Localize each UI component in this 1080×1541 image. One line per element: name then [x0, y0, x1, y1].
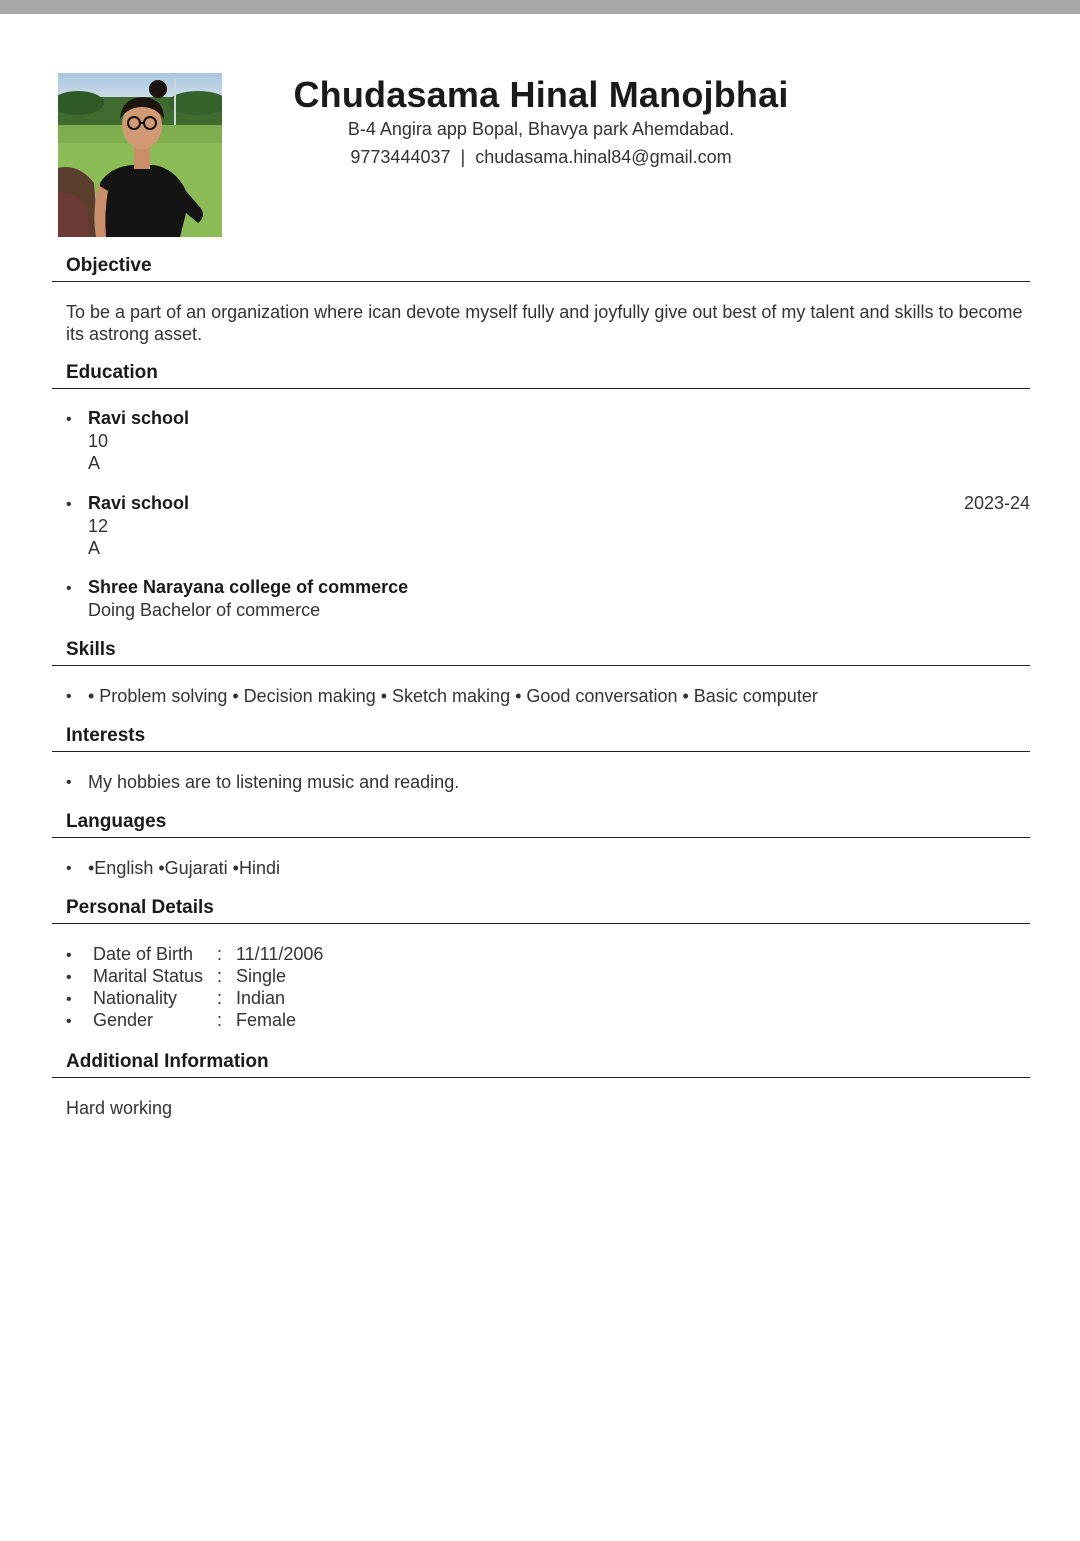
section-divider	[52, 923, 1030, 924]
section-title-education: Education	[66, 362, 158, 383]
personal-colon: :	[217, 988, 223, 1008]
bullet: •	[66, 774, 72, 791]
personal-colon: :	[217, 1010, 223, 1030]
education-detail: A	[88, 538, 101, 558]
contact-line	[230, 147, 852, 168]
personal-value-nationality: Indian	[236, 988, 286, 1008]
bullet: •	[66, 991, 72, 1008]
candidate-name: Chudasama Hinal Manojbhai	[293, 74, 789, 115]
languages-text: •English •Gujarati •Hindi	[88, 858, 280, 878]
education-school: Ravi school	[88, 408, 190, 428]
education-school: Ravi school	[88, 493, 190, 513]
education-school: Shree Narayana college of commerce	[88, 577, 409, 597]
personal-colon: :	[217, 966, 223, 986]
personal-colon: :	[217, 944, 223, 964]
section-title-additional-information: Additional Information	[66, 1051, 269, 1072]
contact-separator: |	[460, 147, 466, 167]
skills-text: • Problem solving • Decision making • Sketch making • Good conversation • Basic computer	[88, 686, 818, 706]
section-title-personal-details: Personal Details	[66, 897, 214, 918]
personal-value-dob: 11/11/2006	[236, 944, 324, 964]
section-title-languages: Languages	[66, 811, 167, 832]
additional-text: Hard working	[66, 1098, 173, 1118]
section-divider	[52, 837, 1030, 838]
education-date: 2023-24	[963, 493, 1030, 513]
objective-text: To be a part of an organization where ican devote myself fully and joyfully give out best of my talent and skills to become its astrong asset.	[66, 302, 1023, 344]
personal-value-marital-status: Single	[236, 966, 287, 986]
email-address: chudasama.hinal84@gmail.com	[475, 147, 732, 167]
personal-label-nationality: Nationality	[93, 988, 178, 1008]
education-detail: 10	[88, 431, 109, 451]
education-detail: Doing Bachelor of commerce	[88, 600, 321, 620]
profile-photo	[58, 73, 222, 237]
section-divider	[52, 281, 1030, 282]
personal-value-gender: Female	[236, 1010, 297, 1030]
personal-label-marital-status: Marital Status	[93, 966, 204, 986]
bullet: •	[66, 1013, 72, 1030]
bullet: •	[66, 580, 72, 597]
bullet: •	[66, 860, 72, 877]
phone-number: 9773444037	[350, 147, 451, 167]
top-bar	[0, 0, 1080, 14]
personal-label-dob: Date of Birth	[93, 944, 194, 964]
bullet: •	[66, 411, 72, 428]
section-divider	[52, 1077, 1030, 1078]
section-title-interests: Interests	[66, 725, 146, 746]
section-title-skills: Skills	[66, 639, 116, 660]
section-divider	[52, 751, 1030, 752]
education-detail: A	[88, 453, 101, 473]
address: B-4 Angira app Bopal, Bhavya park Ahemdabad.	[347, 119, 735, 139]
education-detail: 12	[88, 516, 109, 536]
bullet: •	[66, 496, 72, 513]
personal-label-gender: Gender	[93, 1010, 154, 1030]
interests-text: My hobbies are to listening music and reading.	[88, 772, 460, 792]
bullet: •	[66, 969, 72, 986]
section-divider	[52, 388, 1030, 389]
bullet: •	[66, 688, 72, 705]
bullet: •	[66, 947, 72, 964]
section-title-objective: Objective	[66, 255, 152, 276]
section-divider	[52, 665, 1030, 666]
